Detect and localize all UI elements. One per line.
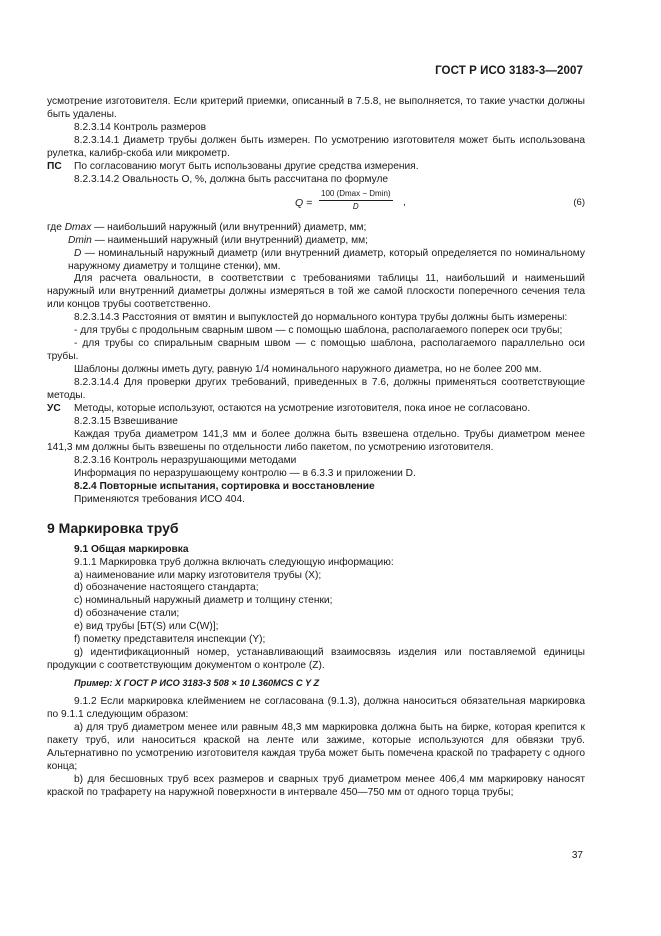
list-item: - для трубы с продольным сварным швом — с помощью шаблона, располагаемого поперек оси трубы; (74, 325, 563, 337)
section-heading: 9 Маркировка труб (47, 519, 179, 536)
note-text: Методы, которые используют, остаются на усмотрение изготовителя, пока иное не согласовано. (74, 403, 531, 415)
definition-text: — наибольший наружный (или внутренний) диаметр, мм; (91, 221, 367, 233)
paragraph: 8.2.3.14.3 Расстояния от вмятин и выпуклостей до нормального контура трубы должны быть измерены: (74, 312, 568, 324)
page-number: 37 (571, 850, 583, 861)
api-note (47, 161, 585, 174)
note-text: По согласованию могут быть использованы другие средства измерения. (74, 160, 419, 172)
ovality-formula (47, 189, 585, 219)
paragraph: Информация по неразрушающему контролю — в 6.3.3 и приложении D. (74, 467, 416, 479)
list-item: d) обозначение настоящего стандарта; (74, 582, 259, 594)
list-item: - для трубы со спиральным сварным швом — с помощью шаблона, располагаемого параллельно оси трубы. (47, 338, 585, 363)
formula-numerator: 100 (Dmax − Dmin) (319, 189, 393, 201)
definition-prefix: где (47, 221, 65, 233)
note-label: УС (47, 403, 61, 415)
standard-header: ГОСТ Р ИСО 3183-3—2007 (435, 65, 583, 77)
subsection-heading: 9.1 Общая маркировка (74, 543, 189, 555)
paragraph: 8.2.3.14.4 Для проверки других требований, приведенных в 7.6, должны применяться соответствующие методы. (47, 377, 585, 402)
list-item: f) пометку представителя инспекции (Y); (74, 634, 266, 646)
definition-term: Dmin (68, 234, 92, 246)
paragraph: Для расчета овальности, в соответствии с требованиями таблицы 11, наибольший и наименьший наружный или внутренний диаметры должны измеряться в той же самой плоскости поперечного сечения тела или концов трубы соответственно. (47, 273, 585, 311)
clause-heading: 8.2.3.14 Контроль размеров (74, 121, 207, 133)
list-item: g) идентификационный номер, устанавливающий взаимосвязь изделия или поставляемой единицы продукции с соответствующим документом о контроле (Z). (47, 647, 585, 672)
list-item: b) для бесшовных труб всех размеров и сварных труб диаметром менее 406,4 мм маркировку наносят краской по трафарету на наружной поверхности в интервале 450—750 мм от одного торца трубы; (47, 773, 585, 798)
formula-definitions (47, 222, 585, 274)
paragraph: Применяются требования ИСО 404. (74, 493, 245, 505)
list-item: е) вид трубы [БТ(S) или C(W)]; (74, 621, 219, 633)
paragraph: 8.2.3.14.1 Диаметр трубы должен быть измерен. По усмотрению изготовителя может быть использована рулетка, калибр-скоба или микрометр. (47, 134, 585, 159)
list-item: d) обозначение стали; (74, 608, 180, 620)
definition-term: Dmax (64, 221, 92, 233)
definition-text: — номинальный наружный диаметр (или внутренний диаметр, который определяется по номинальному наружному диаметру и толщине стенки), мм. (68, 247, 585, 272)
document-body (47, 96, 585, 800)
definition-row (47, 222, 585, 235)
paragraph: 8.2.3.14.2 Овальность О, %, должна быть рассчитана по формуле (74, 173, 389, 185)
list-item: а) для труб диаметром менее или равным 48,3 мм маркировка должна быть на бирке, которая крепится к пакету труб, или наноситься краской на ленте или зажиме, которые используются для обвязки труб. Альтернативно по усмотрению изготовителя каждая труба может быть помечена краской по трафарету с одного конца; (47, 721, 585, 772)
definition-text: — наименьший наружный (или внутренний) диаметр, мм; (91, 234, 368, 246)
definition-row (47, 248, 585, 274)
clause-heading: 8.2.3.16 Контроль неразрушающими методами (74, 454, 297, 466)
clause-heading-bold: 8.2.4 Повторные испытания, сортировка и восстановление (74, 480, 375, 492)
formula-lhs: Q = (295, 196, 313, 209)
api-note (47, 403, 585, 416)
paragraph: Каждая труба диаметром 141,3 мм и более должна быть взвешена отдельно. Трубы диаметром менее 141,3 мм должны быть взвешены по отдельности либо пакетом, по усмотрению изготовителя. (47, 428, 585, 453)
paragraph: 9.1.2 Если маркировка клеймением не согласована (9.1.3), должна наноситься обязательная маркировка по 9.1.1 следующим образом: (47, 696, 585, 721)
marking-example: Пример: X ГОСТ Р ИСО 3183-3 508 × 10 L360MCS C Y Z (74, 678, 320, 689)
clause-heading: 8.2.3.15 Взвешивание (74, 415, 178, 427)
definition-term: D (74, 247, 82, 259)
paragraph: Шаблоны должны иметь дугу, равную 1/4 номинального наружного диаметра, но не более 200 мм. (74, 364, 542, 376)
paragraph: 9.1.1 Маркировка труб должна включать следующую информацию: (74, 556, 394, 568)
list-item: а) наименование или марку изготовителя трубы (X); (74, 569, 322, 581)
formula-trail: , (403, 196, 406, 208)
definition-row (47, 235, 585, 248)
formula-denominator: D (352, 201, 359, 211)
list-item: с) номинальный наружный диаметр и толщину стенки; (74, 595, 333, 607)
note-label: ПС (47, 160, 62, 172)
formula-fraction (319, 189, 393, 212)
formula-number: (6) (573, 196, 585, 208)
paragraph: усмотрение изготовителя. Если критерий приемки, описанный в 7.5.8, не выполняется, то такие участки должны быть удалены. (47, 96, 585, 120)
